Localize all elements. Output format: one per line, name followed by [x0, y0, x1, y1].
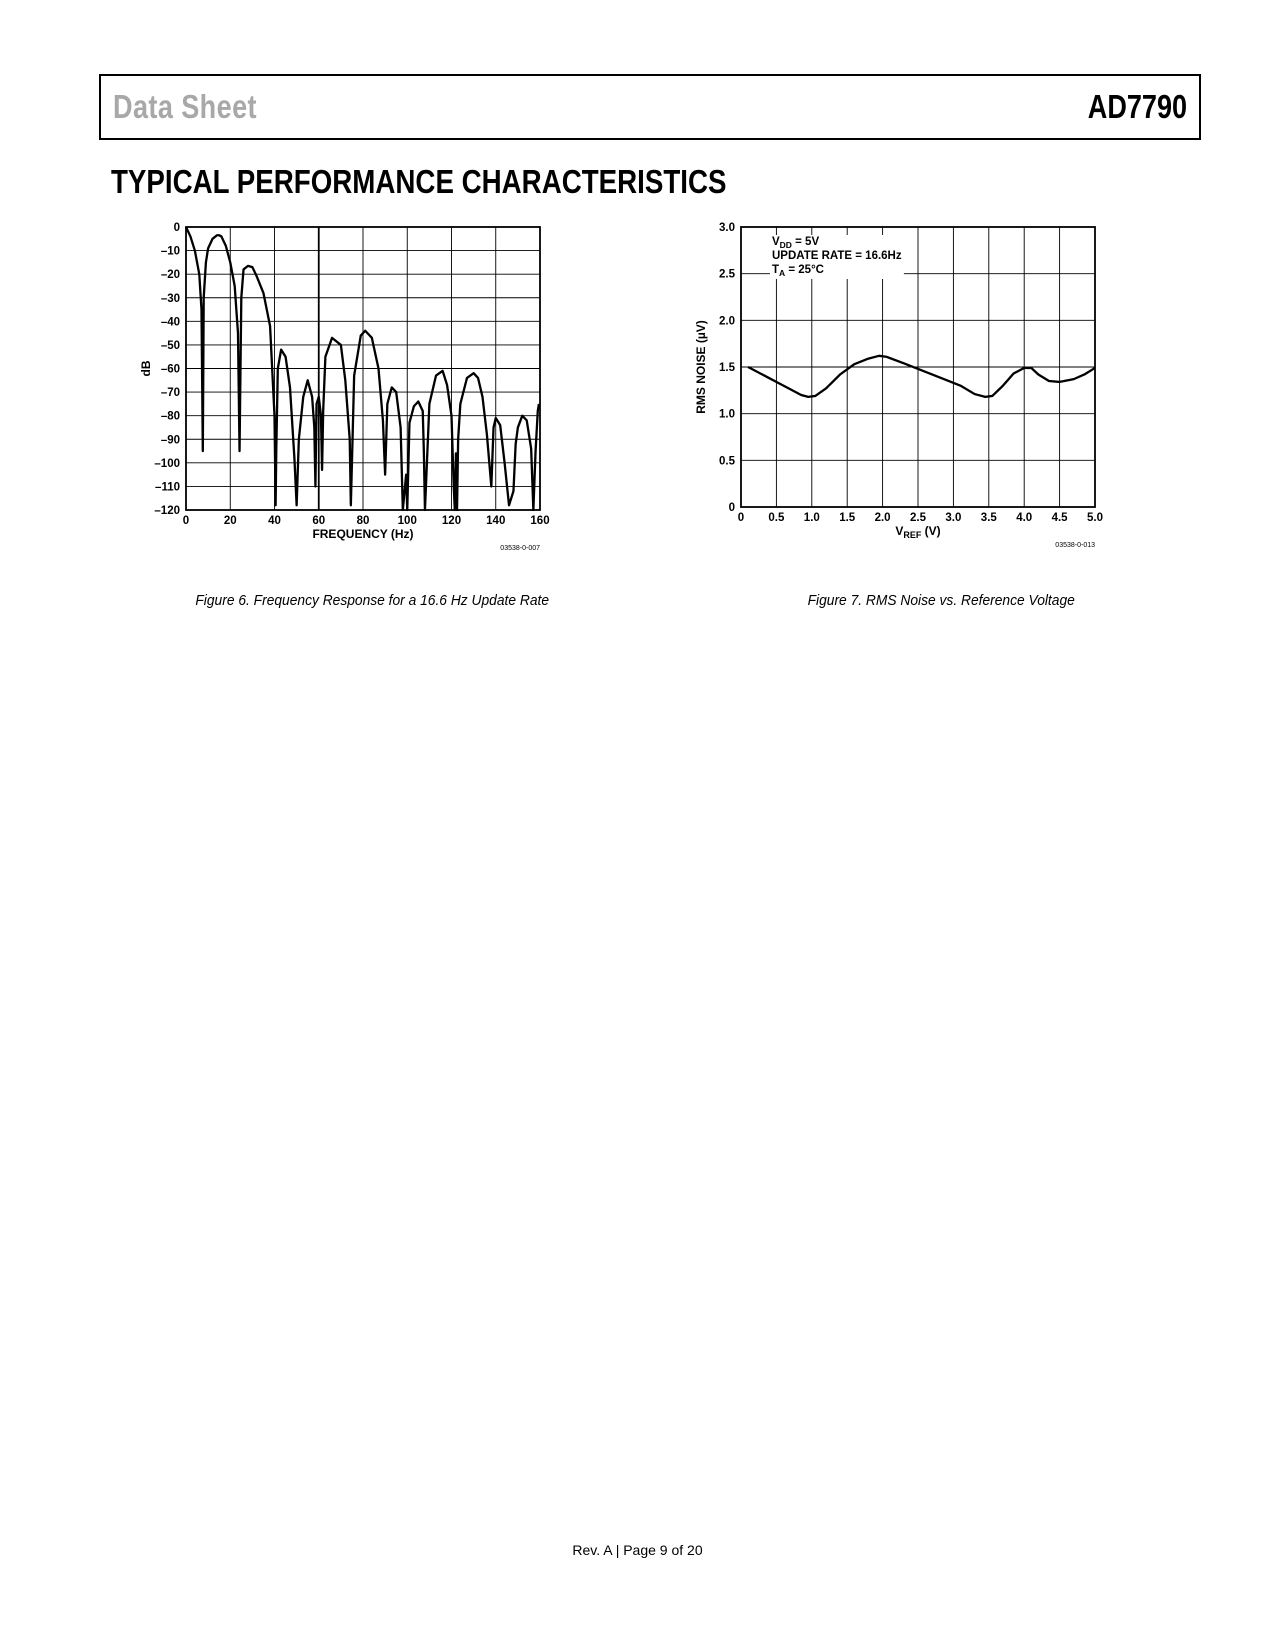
y-tick-label: 1.0 [719, 408, 735, 421]
y-tick-label: 2.5 [719, 268, 735, 281]
y-tick-label: –90 [160, 434, 180, 447]
x-tick-label: 1.0 [803, 512, 820, 524]
y-tick-label: –80 [160, 410, 180, 423]
y-tick-label: 0.5 [719, 455, 735, 468]
header-box [99, 74, 1201, 140]
x-tick-label: 100 [397, 515, 417, 527]
y-tick-label: –60 [160, 363, 180, 376]
x-tick-label: 2.0 [874, 512, 891, 524]
figure-code: 03538-0-013 [1055, 542, 1095, 549]
annotation-vdd: $V_{DD} = 5V$ [772, 236, 820, 250]
annotation-ta: $T_A = 25^\circ C$ [772, 264, 824, 278]
figure-code: 03538-0-007 [500, 545, 540, 552]
x-tick-label: 80 [356, 515, 370, 527]
x-tick-label: 0 [182, 515, 190, 527]
y-tick-label: 0 [728, 502, 735, 514]
x-tick-label: 4.0 [1016, 512, 1033, 524]
x-tick-label: 4.5 [1051, 512, 1068, 524]
x-axis-label: $V_{REF}$ (V) [895, 524, 941, 540]
x-tick-label: 160 [530, 515, 550, 527]
y-tick-label: –120 [154, 505, 180, 517]
x-tick-label: 2.5 [910, 512, 926, 524]
annotation-update-rate: UPDATE RATE = 16.6Hz [772, 250, 902, 262]
y-tick-label: –10 [160, 245, 180, 258]
x-tick-label: 0 [737, 512, 745, 524]
x-tick-label: 5.0 [1087, 512, 1103, 524]
section-title: TYPICAL PERFORMANCE CHARACTERISTICS [111, 163, 727, 200]
conditions-annotation [770, 235, 904, 279]
y-axis-label: RMS NOISE (µV) [694, 320, 708, 414]
figure-7-caption: Figure 7. RMS Noise vs. Reference Voltage [807, 592, 1075, 609]
y-tick-label: –70 [160, 387, 180, 400]
y-tick-label: –40 [160, 316, 180, 329]
x-tick-label: 1.5 [839, 512, 856, 524]
x-tick-labels [183, 515, 550, 527]
x-tick-labels [738, 512, 1103, 524]
series-line [748, 356, 1095, 397]
y-tick-label: –50 [160, 339, 180, 352]
header-doc-type: Data Sheet [113, 88, 257, 125]
x-tick-label: 3.0 [945, 512, 962, 524]
x-tick-label: 3.5 [980, 512, 997, 524]
rms-noise-chart [694, 220, 1155, 565]
y-tick-label: –100 [154, 457, 180, 470]
y-tick-labels [154, 222, 180, 517]
y-tick-label: 2.0 [719, 315, 735, 328]
y-tick-label: –20 [160, 269, 180, 282]
y-tick-label: 3.0 [719, 222, 735, 234]
y-tick-labels [719, 222, 736, 514]
header-part-number: AD7790 [1087, 88, 1187, 125]
y-tick-label: –30 [160, 292, 180, 305]
x-tick-label: 20 [223, 515, 237, 527]
frequency-response-chart [135, 220, 575, 565]
x-tick-label: 60 [312, 515, 326, 527]
x-axis-label: FREQUENCY (Hz) [312, 527, 414, 541]
x-tick-label: 120 [441, 515, 462, 527]
x-tick-label: 0.5 [768, 512, 785, 524]
page-footer: Rev. A | Page 9 of 20 [572, 1542, 703, 1558]
y-tick-label: –110 [155, 481, 180, 494]
y-axis-label: dB [139, 360, 153, 377]
y-tick-label: 0 [173, 222, 180, 234]
x-tick-label: 40 [268, 515, 281, 527]
figure-6-caption: Figure 6. Frequency Response for a 16.6 Hz Update Rate [195, 592, 549, 609]
x-tick-label: 140 [486, 515, 506, 527]
y-tick-label: 1.5 [719, 362, 735, 374]
